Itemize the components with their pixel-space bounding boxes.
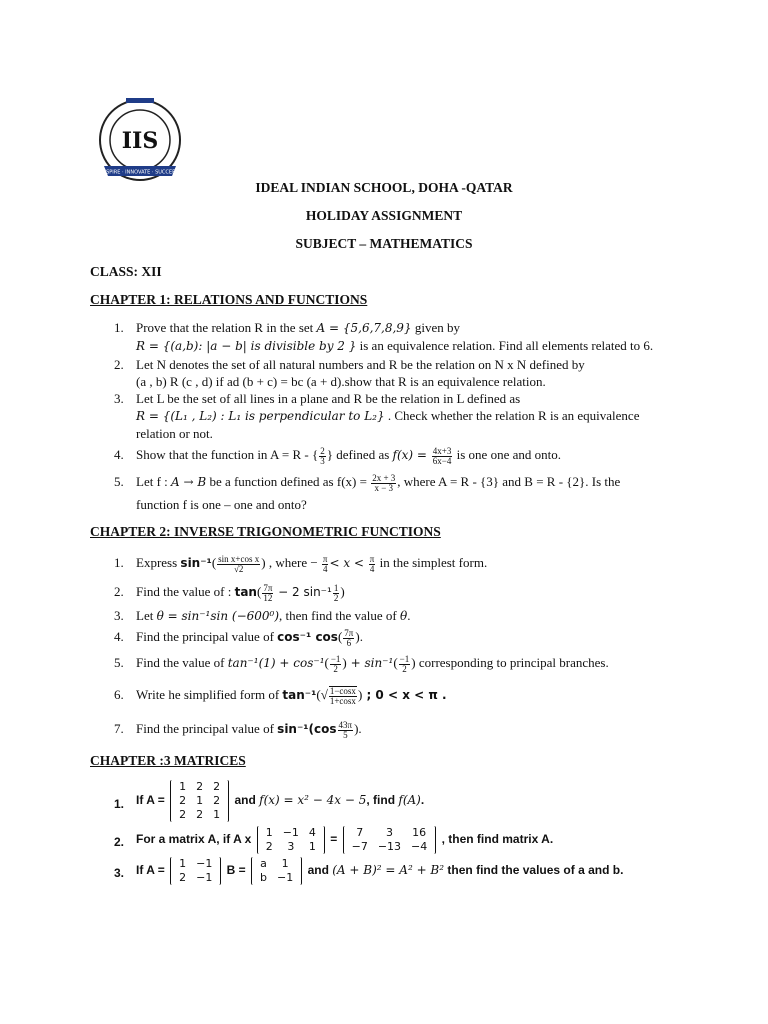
matrix-cell: 1 [179, 780, 187, 793]
school-logo [90, 96, 190, 192]
ch1-question-2: 2. Let N denotes the set of all natural numbers and R be the relation on N x N defined by (a , b) R (c , d) if ad (b + c) = bc (a + d).show that R is an equivalence relation. [114, 357, 585, 389]
matrix-right [347, 826, 433, 854]
ch1-question-1: 1. Prove that the relation R in the set A = {5,6,7,8,9} given by R = {(a,b): |a − b| is divisible by 2 } is an equivalence relation. Find all elements related to 6. [114, 320, 654, 353]
matrix-cell: a [260, 857, 267, 870]
ch3-question-1: 1. If A = 1 2 2 2 1 2 2 2 1 and f(x) = x² − 4x − 5, find f(A). [114, 780, 425, 821]
chapter-3-title: CHAPTER :3 MATRICES [90, 753, 246, 768]
class-label: CLASS: XII [90, 264, 162, 279]
matrix-cell: 2 [265, 840, 273, 853]
matrix-A [174, 857, 217, 885]
matrix-cell: 16 [412, 826, 427, 839]
ch1-question-5: 5. Let f : A → B be a function defined as f(x) = $\frac{2x + 3}{x - 3}$ , where A = R - {3} and B = R - {2}. Is the function f is one – one and onto? [114, 472, 621, 512]
matrix-cell: −1 [282, 826, 299, 839]
matrix-cell: −7 [351, 840, 368, 853]
matrix-cell: 3 [287, 840, 295, 853]
ch1-question-3: 3. Let L be the set of all lines in a plane and R be the relation in L defined as R = {(L₁ , L₂) : L₁ is perpendicular to L₂} . Check whether the relation R is an equivalence relation or not. [114, 391, 640, 441]
matrix-cell: 2 [196, 808, 204, 821]
matrix-cell: −1 [196, 857, 213, 870]
matrix-cell: 2 [179, 808, 187, 821]
matrix-cell: 1 [213, 808, 221, 821]
matrix-cell: 1 [281, 857, 289, 870]
logo-letters: IIS [121, 128, 159, 154]
matrix-cell: −4 [411, 840, 428, 853]
matrix-cell: 2 [179, 794, 187, 807]
ch2-question-3: 3. Let θ = sin⁻¹sin (−600⁰), then find the value of θ. [114, 608, 411, 623]
ch2-question-7: 7. Find the principal value of sin⁻¹(cos $\frac{43\pi}{5}$ ). [114, 719, 362, 740]
matrix-cell: −13 [377, 840, 402, 853]
ch2-question-4: 4. Find the principal value of cos⁻¹ cos( $\frac{7\pi}{6}$ ). [114, 627, 363, 648]
ch2-question-5: 5. Find the value of tan⁻¹(1) + cos⁻¹( $\frac{-1}{2}$ ) + sin⁻¹( $\frac{-1}{2}$ ) corresponding to principal branches. [114, 653, 609, 674]
matrix-cell: 3 [385, 826, 393, 839]
matrix-cell: b [260, 871, 268, 884]
matrix-cell: 1 [196, 794, 204, 807]
chapter-1-title: CHAPTER 1: RELATIONS AND FUNCTIONS [90, 292, 368, 307]
matrix-cell: 2 [213, 794, 221, 807]
matrix-cell: 2 [213, 780, 221, 793]
ch2-question-6: 6. Write he simplified form of tan⁻¹(√ $\frac{1-\cos x}{1+\cos x}$ ) ; 0 < x < π . [114, 686, 447, 707]
matrix-cell: −1 [277, 871, 294, 884]
ch2-question-1: 1. Express sin⁻¹( $\frac{\text{sin x+cos x}}{√2}$ ) , where − $\frac{\pi}{4}$ < x < $\frac{\pi}{4}$ in the simplest form. [114, 553, 488, 574]
chapter-2-title: CHAPTER 2: INVERSE TRIGONOMETRIC FUNCTIONS [90, 524, 441, 539]
matrix-cell: 2 [196, 780, 204, 793]
matrix-cell: −1 [196, 871, 213, 884]
logo-motto: INSPIRE · INNOVATE · SUCCEED [100, 169, 180, 176]
matrix-B [255, 857, 298, 885]
matrix-cell: 1 [308, 840, 316, 853]
matrix-a [174, 780, 225, 822]
ch3-question-2: 2. For a matrix A, if A x 1 −1 4 2 3 1 = 7 3 16 −7 −13 −4 , then find matrix A. [114, 826, 554, 853]
assignment-title: HOLIDAY ASSIGNMENT [305, 208, 463, 223]
matrix-cell: 2 [179, 871, 187, 884]
matrix-left [261, 826, 321, 854]
subject-title: SUBJECT – MATHEMATICS [295, 236, 473, 251]
ch3-question-3: 3. If A = 1 −1 2 −1 B = a 1 b −1 and (A + B)² = A² + B² then find the values of a and b. [114, 857, 624, 884]
matrix-cell: 7 [356, 826, 364, 839]
matrix-cell: 1 [179, 857, 187, 870]
matrix-cell: 4 [308, 826, 316, 839]
matrix-cell: 1 [265, 826, 273, 839]
ch1-question-4: 4. Show that the function in A = R - { $\frac{2}{3}$ } defined as f(x) = $\frac{4x+3}{6x-4}$ is one one and onto. [114, 445, 561, 466]
school-name: IDEAL INDIAN SCHOOL, DOHA -QATAR [255, 180, 513, 195]
ch2-question-2: 2. Find the value of : tan( $\frac{7\pi}{12}$ − 2 sin⁻¹ $\frac{1}{2}$ ) [114, 582, 345, 603]
